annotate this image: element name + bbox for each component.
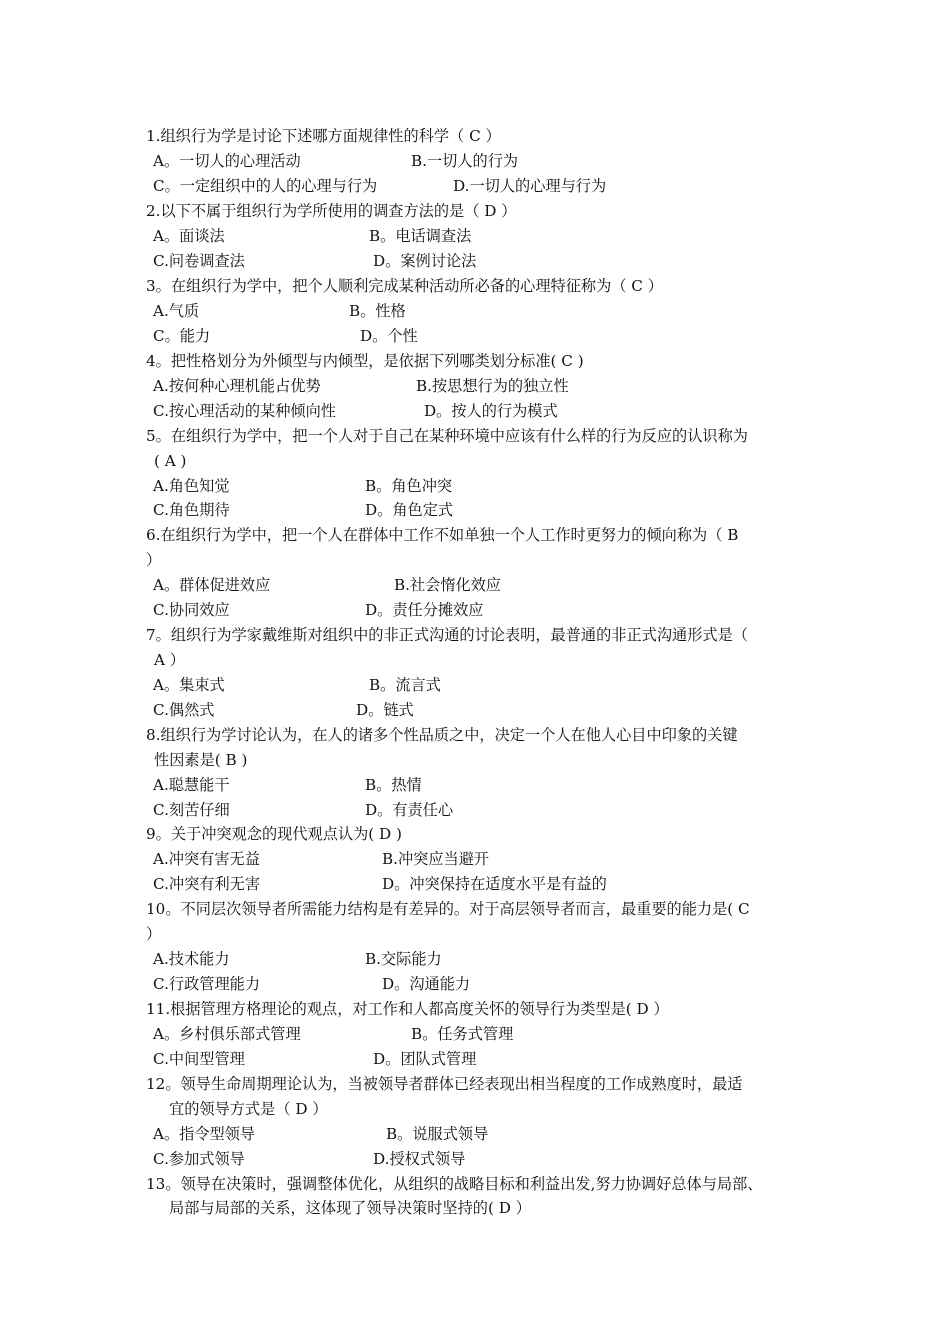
question-13: 13。领导在决策时，强调整体优化，从组织的战略目标和利益出发,努力协调好总体与局部、	[146, 1175, 763, 1193]
option-7a: A。集束式	[153, 676, 225, 694]
option-2c: C.问卷调查法	[153, 252, 245, 270]
option-12b: B。说服式领导	[386, 1125, 489, 1143]
question-10: 10。不同层次领导者所需能力结构是有差异的。对于高层领导者而言，最重要的能力是( C	[146, 900, 750, 918]
option-7c: C.偶然式	[153, 701, 215, 719]
option-4c: C.按心理活动的某种倾向性	[153, 402, 336, 420]
option-3a: A.气质	[153, 302, 200, 320]
option-3b: B。性格	[349, 302, 406, 320]
option-10b: B.交际能力	[365, 950, 442, 968]
question-7: 7。组织行为学家戴维斯对组织中的非正式沟通的讨论表明，最普通的非正式沟通形式是（	[146, 626, 748, 644]
option-11d: D。团队式管理	[373, 1050, 477, 1068]
question-8-continued: 性因素是( B )	[154, 751, 248, 769]
option-3c: C。能力	[153, 327, 211, 345]
question-3: 3。在组织行为学中，把个人顺利完成某种活动所必备的心理特征称为（ C ）	[146, 277, 663, 295]
option-2d: D。案例讨论法	[373, 252, 477, 270]
option-11a: A。乡村俱乐部式管理	[153, 1025, 301, 1043]
option-9d: D。冲突保持在适度水平是有益的	[382, 875, 607, 893]
option-2b: B。电话调查法	[369, 227, 472, 245]
option-11b: B。任务式管理	[411, 1025, 514, 1043]
option-12c: C.参加式领导	[153, 1150, 245, 1168]
question-8: 8.组织行为学讨论认为，在人的诸多个性品质之中，决定一个人在他人心目中印象的关键	[146, 726, 738, 744]
question-9: 9。关于冲突观念的现代观点认为( D )	[146, 825, 402, 843]
question-5: 5。在组织行为学中，把一个人对于自己在某种环境中应该有什么样的行为反应的认识称为	[146, 427, 748, 445]
option-6a: A。群体促进效应	[153, 576, 271, 594]
question-11: 11.根据管理方格理论的观点，对工作和人都高度关怀的领导行为类型是( D ）	[146, 1000, 669, 1018]
option-8a: A.聪慧能干	[153, 776, 230, 794]
option-12a: A。指令型领导	[153, 1125, 256, 1143]
option-2a: A。面谈法	[153, 227, 225, 245]
option-8d: D。有责任心	[365, 801, 454, 819]
option-5c: C.角色期待	[153, 501, 230, 519]
option-12d: D.授权式领导	[373, 1150, 466, 1168]
question-6: 6.在组织行为学中，把一个人在群体中工作不如单独一个人工作时更努力的倾向称为（ B	[146, 526, 739, 544]
option-10a: A.技术能力	[153, 950, 230, 968]
option-7d: D。链式	[356, 701, 414, 719]
option-4b: B.按思想行为的独立性	[416, 377, 569, 395]
option-1a: A。一切人的心理活动	[153, 152, 301, 170]
question-6-continued: ）	[146, 551, 162, 569]
option-8c: C.刻苦仔细	[153, 801, 230, 819]
option-9b: B.冲突应当避开	[382, 850, 490, 868]
option-7b: B。流言式	[369, 676, 441, 694]
option-10d: D。沟通能力	[382, 975, 471, 993]
option-5d: D。角色定式	[365, 501, 454, 519]
option-8b: B。热情	[365, 776, 422, 794]
option-1b: B.一切人的行为	[411, 152, 519, 170]
option-1d: D.一切人的心理与行为	[453, 177, 607, 195]
option-6c: C.协同效应	[153, 601, 230, 619]
option-6b: B.社会惰化效应	[394, 576, 502, 594]
option-9a: A.冲突有害无益	[153, 850, 260, 868]
option-4a: A.按何种心理机能占优势	[153, 377, 321, 395]
option-10c: C.行政管理能力	[153, 975, 261, 993]
option-1c: C。一定组织中的人的心理与行为	[153, 177, 378, 195]
option-9c: C.冲突有利无害	[153, 875, 261, 893]
option-5a: A.角色知觉	[153, 477, 230, 495]
question-13-continued: 局部与局部的关系，这体现了领导决策时坚持的( D ）	[169, 1199, 531, 1217]
option-6d: D。责任分摊效应	[365, 601, 484, 619]
question-4: 4。把性格划分为外倾型与内倾型，是依据下列哪类划分标准( C )	[146, 352, 584, 370]
option-4d: D。按人的行为模式	[424, 402, 558, 420]
question-10-continued: ）	[146, 925, 162, 943]
question-12-continued: 宜的领导方式是（ D ）	[169, 1100, 328, 1118]
question-1: 1.组织行为学是讨论下述哪方面规律性的科学（ C ）	[146, 127, 501, 145]
question-12: 12。领导生命周期理论认为，当被领导者群体已经表现出相当程度的工作成熟度时，最适	[146, 1075, 743, 1093]
option-11c: C.中间型管理	[153, 1050, 245, 1068]
question-5-continued: ( A )	[154, 452, 187, 470]
option-5b: B。角色冲突	[365, 477, 453, 495]
question-2: 2.以下不属于组织行为学所使用的调查方法的是（ D ）	[146, 202, 517, 220]
question-7-continued: A ）	[154, 651, 185, 669]
option-3d: D。个性	[360, 327, 418, 345]
